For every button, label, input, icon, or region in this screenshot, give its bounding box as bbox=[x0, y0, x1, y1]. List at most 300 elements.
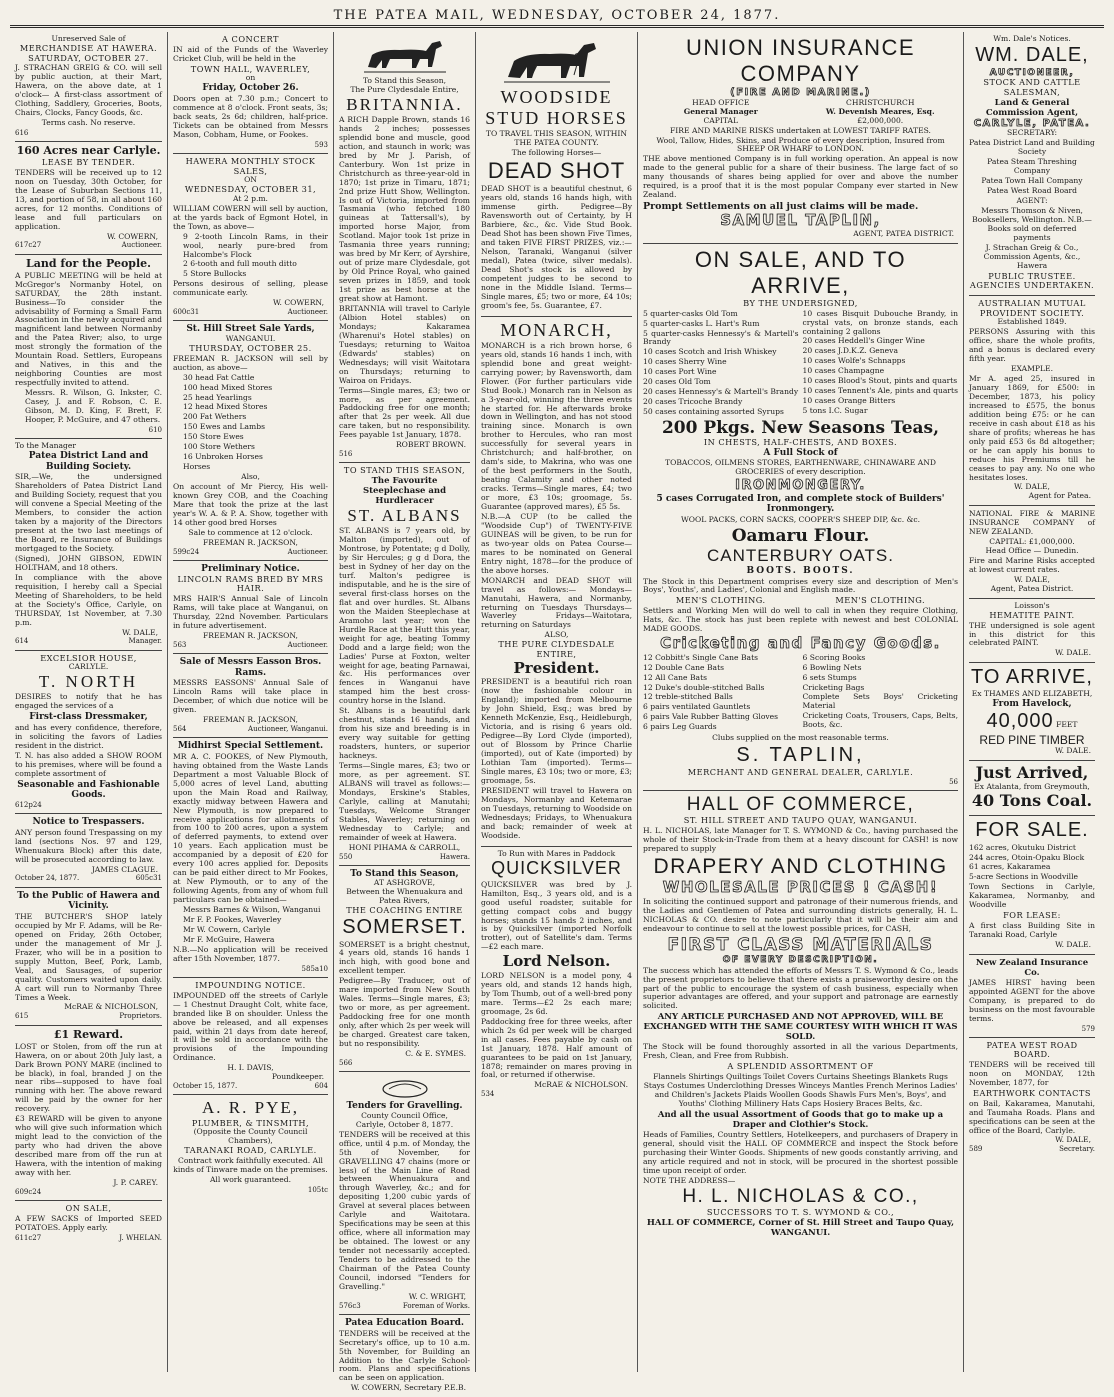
ad-mens-clothing-3: Settlers and Working Men will do well to call in when they require Clothing, Hats, &c. The stock has just been replete with newest and best COLONIAL MADE GOODS. bbox=[643, 606, 958, 634]
ad-role: Auctioneer. bbox=[287, 308, 328, 317]
list-item: 10 cases Tennent's Ale, pints and quarts bbox=[802, 386, 958, 396]
ad-on: ON bbox=[244, 175, 257, 185]
ad-stock: A Full Stock of bbox=[763, 447, 838, 458]
ad-role: Auctioneer. bbox=[287, 640, 328, 649]
ad-160-acres bbox=[15, 142, 162, 255]
ad-hawera-stock-sales bbox=[173, 154, 328, 322]
ad-teas-2: IN CHESTS, HALF-CHESTS, AND BOXES. bbox=[703, 437, 898, 448]
ad-title: UNION INSURANCE COMPANY bbox=[685, 35, 916, 86]
list-item: 6 pairs ventilated Gauntlets bbox=[643, 702, 751, 712]
ad-note: NOTE THE ADDRESS— bbox=[643, 1175, 736, 1185]
merchant-name: S. TAPLIN, bbox=[736, 744, 865, 767]
ad-feet: FEET bbox=[1056, 719, 1078, 729]
column-4 bbox=[476, 32, 638, 1372]
ad-title: AUSTRALIAN MUTUAL PROVIDENT SOCIETY. bbox=[978, 297, 1086, 318]
ad-title: Patea District Land and Building Society. bbox=[28, 451, 149, 472]
ad-success: The success which has attended the efforts of Messrs T. S. Wymond & Co., leads the present proprietors to believe that there exists a praiseworthy desire on the part of the public to encourage the system of cash business, especially when superior advantages are offered, and your support and patronage are earnestly solicited. bbox=[643, 965, 958, 1011]
list-item: 10 cases Orange Bitters bbox=[802, 396, 896, 406]
ad-role: Agent, Patea District. bbox=[990, 584, 1074, 593]
ad-signature: McRAE & NICHOLSON, bbox=[64, 1002, 158, 1012]
ad-desc: QUICKSILVER was bred by J. Hamilton, Esq., 3 years old, and is a good useful roadster, suitable for getting compact cobs and buggy horses; stands 15 hands 2 inches, and is by Quicksilver (imported Norfolk trotter), out of Satellite's dam. Terms—£2 each mare. bbox=[481, 879, 632, 952]
ad-ref: 579 bbox=[1081, 1024, 1095, 1033]
ad-subtitle: PLUMBER, & TINSMITH, bbox=[191, 1117, 310, 1128]
ad-body-3: Terms—Single mares, £3; two or more, as per agreement. Paddocking free for one month; after that 2s per week. All due care taken, but no responsibility. Fees payable 1st January, 1878. bbox=[339, 385, 470, 440]
ad-signature: C. & E. SYMES. bbox=[405, 1048, 466, 1058]
ad-body: JAMES HIRST having been appointed AGENT for the above Company, is prepared to do business on the most favourable terms. bbox=[969, 977, 1095, 1023]
ad-role: Proprietors. bbox=[119, 1012, 162, 1021]
ad-undertaken: AGENCIES UNDERTAKEN. bbox=[969, 280, 1095, 291]
ad-agent: AGENT: bbox=[1016, 196, 1048, 205]
list-item: 6 sets Stumps bbox=[802, 672, 857, 682]
list-item: 6 pairs Vale Rubber Batting Gloves bbox=[643, 712, 779, 722]
ad-title: ON SALE, AND TO ARRIVE, bbox=[694, 247, 907, 298]
ad-ref: 611c27 bbox=[15, 1233, 42, 1242]
ad-date: October 15, 1877. bbox=[173, 1082, 238, 1091]
ad-office: Head Office — Dunedin. bbox=[985, 546, 1079, 556]
ad-ref: 605c31 bbox=[135, 874, 162, 883]
ad-name: H. L. NICHOLAS & CO., bbox=[682, 1185, 919, 1207]
ad-bold-2: Seasonable and Fashionable Goods. bbox=[17, 779, 160, 801]
ad-signature: FREEMAN R. JACKSON, bbox=[203, 715, 298, 725]
list-item: 10 cases Champagne bbox=[802, 366, 885, 376]
ad-body: ANY person found Trespassing on my land (sections Nos. 97 and 129, Whenuakura Block) after this date, will be prosecuted according to law. bbox=[15, 827, 162, 864]
ad-travel-2: PRESIDENT will travel to Hawera on Mondays, Normanby and Ketemarae on Tuesdays, returning to Woodside on Wednesdays; Fridays, to Whenuakura and back; remainder of week at Woodside. bbox=[481, 785, 632, 840]
ad-body: TENDERS will be received at this office, until 4 p.m. of Monday, the 5th of November, for GRAVELLING 47 chains (more or less) of the Main Line of Road between Whenuakura and through Waverley, &c.; and for depositing 1,200 cubic yards of Gravel at several places between Carlyle and Waitotara. Specifications may be seen at this office, where all information may be obtained. The lowest or any tender not necessarily accepted. Tenders to be addressed to the Chairman of the Patea County Council, indorsed "Tenders for Gravelling." bbox=[339, 1129, 470, 1291]
ad-subtitle: (FIRE AND MARINE.) bbox=[730, 86, 871, 98]
ad-signed: (Signed), JOHN GIBSON, EDWIN HOLTHAM, and 18 others. bbox=[15, 553, 162, 572]
ad-title: New Zealand Insurance Co. bbox=[975, 957, 1089, 978]
agent-name: SAMUEL TAPLIN, bbox=[720, 211, 881, 230]
list-item: 20 cases J.D.K.Z. Geneva bbox=[802, 346, 898, 356]
list-item: 20 cases Heddell's Ginger Wine bbox=[802, 336, 925, 346]
list-item: 12 Double Cane Bats bbox=[643, 662, 725, 672]
ad-timber: RED PINE TIMBER bbox=[979, 733, 1085, 748]
ad-signature: ROBERT BROWN. bbox=[395, 440, 466, 450]
ad-role: Foreman of Works. bbox=[402, 1301, 470, 1310]
label-general-manager: General Manager bbox=[683, 106, 758, 116]
ad-first-class: FIRST CLASS MATERIALS bbox=[667, 934, 934, 955]
ad-body: THE above mentioned Company is in full working operation. An appeal is now made to the general public for a share of their business. The large fact of so many thousands of shares being applied for over and above the number required, is a proof that it is the most popular Company ever started in New Zealand. bbox=[643, 154, 958, 200]
ad-role: Poundkeeper. bbox=[271, 1072, 324, 1082]
ad-lease: FOR LEASE: bbox=[1003, 910, 1061, 921]
ad-a-r-pye bbox=[173, 1095, 328, 1197]
ad-ref: 566 bbox=[339, 1058, 353, 1067]
horse-icon bbox=[360, 37, 450, 75]
ad-body: TO TRAVEL THIS SEASON, WITHIN THE PATEA COUNTY. bbox=[485, 129, 628, 148]
ad-line-1: FIRE AND MARINE RISKS undertaken at LOWEST TARIFF RATES. bbox=[670, 125, 931, 135]
ad-head: To Run with Mares in Paddock bbox=[497, 848, 616, 858]
ad-hematite-paint bbox=[969, 599, 1095, 663]
ad-title: To the Public of Hawera and Vicinity. bbox=[17, 890, 160, 912]
ad-place: WANGANUI. bbox=[225, 334, 276, 344]
list-item: 61 acres, Kakaramea bbox=[969, 862, 1051, 872]
ad-role: Auctioneer. bbox=[121, 241, 162, 250]
list-item: 2 6-tooth and full mouth ditto bbox=[183, 259, 297, 269]
ad-subtitle: LINCOLN RAMS BRED BY MRS HAIR. bbox=[177, 573, 324, 594]
ad-ref: 56 bbox=[949, 777, 958, 786]
ad-ref: 615 bbox=[15, 1012, 29, 1021]
list-item: Town Sections in Carlyle, Kakaramea, Normanby, and Woodville bbox=[969, 882, 1095, 910]
ad-midhirst-settlement bbox=[173, 738, 328, 978]
ad-title: Patea Education Board. bbox=[344, 1318, 465, 1329]
ad-somerset bbox=[339, 866, 470, 1072]
ad-woodside-stud bbox=[481, 32, 632, 317]
ad-seed-potatoes bbox=[15, 1201, 162, 1246]
ad-signature: FREEMAN R. JACKSON, bbox=[203, 630, 298, 640]
ad-date: Friday, October 26. bbox=[202, 83, 299, 94]
ad-travel: MONARCH and DEAD SHOT will travel as follows:— Mondays—Manutahi, Hawera, and Normanby, returning on Tuesdays Thursdays—Waverley Fridays—Waitotara, returning on Saturdays bbox=[481, 575, 632, 630]
ad-boots: BOOTS. BOOTS. bbox=[746, 565, 855, 576]
list-item: 12 treble-stitched Balls bbox=[643, 692, 733, 702]
ad-head: Unreserved Sale of bbox=[51, 34, 126, 43]
ad-desc-2: PRESIDENT is a beautiful rich roan (now the fashionable colour in England); imported from Melbourne by John Shield, Esq.; was bred by Kenneth McKenzie, Esq., Heidleburgh, Victoria, and is rising 6 years old. Pedigree—By Lord Clyde (imported), out of Blossom by Prince Charlie (imported), out of Kate (imported) by Lothian Tam (imported). Terms—Single mares, £3 10s; two or more, £3; groomage, 5s. bbox=[481, 677, 632, 785]
ad-terms: Terms cash. No reserve. bbox=[41, 118, 136, 128]
ad-head: TO STAND THIS SEASON, bbox=[343, 465, 466, 476]
ad-nz-insurance bbox=[969, 955, 1095, 1038]
horse-name-president: President. bbox=[513, 658, 600, 677]
ad-body: THE BUTCHER'S SHOP lately occupied by Mr F. Adams, will be Re-opened on Friday, 26th October, under the management of Mr J. Frazer, who will be in a position to supply Mutton, Beef, Pork, Lamb, Veal, and Sausages, of superior quality. Customers waited upon daily. A cart will run to Normanby Three Times a Week. bbox=[15, 911, 162, 1002]
ad-ref: 576c3 bbox=[339, 1301, 361, 1310]
ad-date: October 24, 1877. bbox=[15, 874, 80, 883]
column-3 bbox=[334, 32, 476, 1393]
ad-date: Carlyle, October 8, 1877. bbox=[355, 1119, 454, 1129]
ad-body-2: Persons desirous of selling, please communicate early. bbox=[173, 279, 328, 298]
ad-place: CARLYLE, PATEA. bbox=[973, 117, 1091, 129]
ad-address: ST. HILL STREET AND TAUPO QUAY, WANGANUI. bbox=[683, 815, 918, 826]
ad-lincoln-rams bbox=[173, 561, 328, 654]
ad-title: BRITANNIA. bbox=[346, 94, 463, 114]
ad-role: AUCTIONEER, bbox=[989, 67, 1075, 78]
column-6 bbox=[964, 32, 1100, 1372]
horse-name-monarch: MONARCH, bbox=[500, 319, 613, 340]
ad-just-arrived-coal bbox=[969, 761, 1095, 816]
ad-title: A CONCERT bbox=[222, 34, 279, 44]
ad-goods: Flannels Shirtings Quiltings Toilet Covers Curtains Sheetings Blankets Rugs Stays Costumes Underclothing Dresses Winceys Mantles French Merinos Ladies' and Children's Jackets Plaids Woollen Goods Shawls Furs Men's, Boys', and Youths' Clothing Millinery Hats Caps Hosiery Braces Belts, &c. bbox=[643, 1072, 958, 1108]
ad-ref: 614 bbox=[15, 637, 29, 646]
ad-body: THE undersigned is sole agent in this district for this celebrated PAINT. bbox=[969, 620, 1095, 648]
ad-title-2: STUD HORSES bbox=[485, 108, 628, 129]
list-item: 25 head Yearlings bbox=[183, 392, 252, 402]
ad-ref: 612p24 bbox=[15, 800, 42, 809]
ad-from: From Havelock, bbox=[992, 698, 1072, 709]
list-item: Patea District Land and Building Society bbox=[969, 138, 1095, 157]
ad-role: Hawera. bbox=[439, 852, 470, 861]
ad-body-2: on Bail, Kakaramea, Manutahi, and Taumaha Roads. Plans and specifications can be seen at the office of the Board, Carlyle. bbox=[969, 1098, 1095, 1135]
ad-place: CARLYLE. bbox=[68, 662, 109, 672]
ad-line: STOCK AND CATTLE SALESMAN, bbox=[983, 77, 1081, 97]
ad-date: SATURDAY, OCTOBER 27. bbox=[28, 52, 149, 63]
ad-place: AT ASHGROVE, bbox=[373, 878, 436, 888]
ad-subtitle: Ex THAMES AND ELIZABETH, bbox=[971, 688, 1093, 698]
goods-list-left bbox=[643, 309, 799, 418]
ad-signature: W. DALE, bbox=[122, 627, 158, 637]
ad-quicksilver bbox=[481, 847, 632, 1103]
ad-ref: 516 bbox=[339, 450, 353, 459]
ad-body: Fire and Marine Risks accepted at lowest current rates. bbox=[969, 556, 1095, 575]
ad-body-3: T. N. has also added a SHOW ROOM to his premises, where will be found a complete assortment of bbox=[15, 750, 162, 778]
list-item: Complete Sets Boys' Cricketing Material bbox=[802, 692, 958, 711]
secretary-list bbox=[969, 139, 1095, 196]
ad-title: FOR SALE. bbox=[975, 818, 1089, 841]
horses-icon bbox=[502, 37, 612, 85]
ad-agents: Messrs Thomson & Niven, Booksellers, Wellington. N.B.—Books sold on deferred payments bbox=[972, 205, 1092, 242]
value-capital: £2,000,000. bbox=[857, 115, 904, 125]
label-capital: CAPITAL bbox=[703, 115, 739, 125]
ad-date: WEDNESDAY, OCTOBER 31, bbox=[184, 184, 317, 195]
list-item: Patea Town Hall Company bbox=[981, 176, 1083, 186]
ad-trespassers bbox=[15, 814, 162, 888]
ad-hall-of-commerce bbox=[643, 791, 958, 1242]
ad-also: Also, bbox=[241, 472, 260, 482]
label-head-office: HEAD OFFICE bbox=[692, 97, 750, 107]
list-item: 20 cases Old Tom bbox=[643, 377, 711, 387]
ad-lease-2: A first class Building Site in Taranaki Road, Carlyle bbox=[969, 920, 1095, 939]
list-item: 30 head Fat Cattle bbox=[183, 372, 255, 382]
ad-title: WM. DALE, bbox=[975, 43, 1089, 66]
ad-for-sale-land bbox=[969, 816, 1095, 955]
ad-body-2: and has every confidence, therefore, in soliciting the favors of Ladies resident in the district. bbox=[15, 722, 162, 750]
ad-role: Auctioneer, Wanganui. bbox=[248, 724, 328, 733]
ad-successors: SUCCESSORS TO T. S. WYMOND & CO., bbox=[706, 1206, 895, 1217]
merchant-role: MERCHANT AND GENERAL DEALER, CARLYLE. bbox=[687, 766, 914, 777]
ad-t-north bbox=[15, 651, 162, 814]
ad-body-2: On account of Mr Piercy, His well-known Grey COB, and the Coaching Mare that took the prize at the last year's W. A. & P. A. Show, together with 14 other good bred Horses bbox=[173, 482, 328, 527]
ad-bold: First-class Dressmaker, bbox=[29, 712, 148, 723]
ad-title: A. R. PYE, bbox=[202, 1098, 299, 1118]
ad-title: HALL OF COMMERCE, bbox=[686, 793, 915, 815]
ad-title: SOMERSET. bbox=[342, 915, 467, 938]
ad-signature: JAMES CLAGUE. bbox=[91, 864, 158, 874]
ad-clubs: Clubs supplied on the most reasonable terms. bbox=[712, 733, 889, 743]
ad-signature: J. WHELAN. bbox=[119, 1233, 162, 1242]
ad-ref: 600c31 bbox=[173, 308, 200, 317]
ad-signature: W. DALE, bbox=[1055, 1135, 1091, 1145]
ad-signature: W. COWERN, bbox=[107, 231, 158, 241]
ad-ref: 616 bbox=[15, 128, 29, 137]
for-sale-list bbox=[969, 844, 1095, 911]
list-item: 162 acres, Okutuku District bbox=[969, 842, 1076, 852]
ad-signature: W. COWERN, bbox=[273, 298, 324, 308]
ad-head: To Stand this Season, bbox=[350, 868, 459, 879]
column-1 bbox=[10, 32, 168, 1372]
ad-on: on bbox=[245, 73, 256, 83]
ad-impounding bbox=[173, 978, 328, 1095]
ad-trustee: PUBLIC TRUSTEE. bbox=[988, 270, 1076, 281]
ad-desc: MONARCH is a rich brown horse, 6 years old, stands 16 hands 1 inch, with splendid bone and great weight-carrying power; by Ravensworth, dam Flower. (For further particulars vide Stud Book.) Monarch ran in Nelson as a 3-year-old, winning the three events he started for. He afterwards broke down in Wellington, and has not stood training since. Monarch is own brother to Hercules, who ran most successfully for several years in Christchurch; and half-brother, on dam's side, to Makrina, who was one of the best performers in the South, beating Calamity and other noted cracks. Terms—Single mares, £4; two or more, £3 10s; groomage, 5s. Guarantee (approved mares), £5 5s. bbox=[481, 340, 632, 512]
list-item: 12 All Cane Bats bbox=[643, 672, 708, 682]
ad-role: Secretary. bbox=[1059, 1145, 1095, 1154]
list-item: 20 cases Hennessy's & Martell's Brandy bbox=[643, 387, 799, 397]
ad-ref: 589 bbox=[969, 1145, 983, 1154]
ad-land-for-people bbox=[15, 255, 162, 439]
ad-on-sale-taplin bbox=[643, 244, 958, 791]
list-item: Horses bbox=[183, 462, 211, 472]
ad-easson-rams bbox=[173, 654, 328, 738]
ad-by: BY THE UNDERSIGNED, bbox=[743, 297, 858, 308]
ad-patea-west-road-board bbox=[969, 1038, 1095, 1158]
ad-pad: Paddocking free for three weeks, after which 2s 6d per week will be charged in all cases. Fees payable by cash on 1st January, 1878. Half amount of guarantees to be paid on 1st January, 1878; remainder on mares proving in foal, or returned if otherwise. bbox=[481, 1016, 632, 1080]
ad-signature: W. DALE. bbox=[1055, 648, 1091, 658]
ad-body: FREEMAN R. JACKSON will sell by auction, as above— bbox=[173, 353, 328, 372]
ad-role: Manager. bbox=[128, 637, 162, 646]
ad-butchers-shop bbox=[15, 888, 162, 1026]
ad-title: TO ARRIVE, bbox=[971, 666, 1093, 689]
ad-signature: W. DALE. bbox=[1055, 939, 1091, 949]
ad-corner: HALL OF COMMERCE, Corner of St. Hill Street and Taupo Quay, WANGANUI. bbox=[646, 1217, 955, 1238]
ad-ref: 534 bbox=[481, 1090, 495, 1099]
ad-line-2: Land & General Commission Agent, bbox=[985, 97, 1079, 118]
ad-reward bbox=[15, 1026, 162, 1201]
ad-desc: DEAD SHOT is a beautiful chestnut, 6 years old, stands 16 hands high, with immense girth. Pedigree—By Ravensworth out of Certainty, by H Barbiere, &c., &c. Vide Stud Book. Dead Shot has been shown Five Times, and taken FIVE FIRST PRIZES, viz.:—Nelson, Taranaki, Wanganui (silver medal), Patea (twice, silver medals). Dead Shot's stock is allowed by competent judges to be second to none in the Middle Island. Terms—Single mares, £5; two or more, £4 10s; groom's fee, 5s. Guarantee, £7. bbox=[481, 184, 632, 310]
ad-title: WOODSIDE bbox=[500, 87, 613, 107]
ad-title: HEMATITE PAINT. bbox=[989, 609, 1075, 620]
list-item: 16 Unbroken Horses bbox=[183, 452, 263, 462]
ad-title: NATIONAL FIRE & MARINE INSURANCE COMPANY of NEW ZEALAND. bbox=[969, 509, 1095, 537]
ad-ref: 593 bbox=[314, 140, 328, 149]
ad-body: Contract work faithfully executed. All kinds of Tinware made on the premises. bbox=[173, 1155, 328, 1174]
ad-line-2: Wool, Tallow, Hides, Skins, and Produce of every description, Insured from SHEEP OR WHARF to LONDON. bbox=[656, 135, 945, 154]
ad-between: Between the Whenuakura and Patea Rivers, bbox=[346, 887, 463, 906]
list-item: 5 Store Bullocks bbox=[183, 269, 247, 279]
list-item: Cricketing Bags bbox=[802, 682, 865, 692]
ad-ref: 604 bbox=[314, 1082, 328, 1091]
ad-amp-society bbox=[969, 296, 1095, 506]
ad-body: MR A. C. FOOKES, of New Plymouth, having obtained from the Waste Lands Department a most Valuable Block of 5,000 acres of level Land, abutting upon the Main Road and Railway, exactly midway between Hawera and New Plymouth, is now prepared to receive applications for allotments of from 100 to 200 acres, upon a system of deferred payments, to extend over 10 years. Each application must be accompanied by a deposit of £20 for every 100 acres applied for. Deposits can be paid either direct to Mr Fookes, at New Plymouth, or to any of the following Agents, from any of whom full particulars can be obtained— bbox=[173, 751, 328, 905]
goods-list-right bbox=[803, 309, 959, 418]
list-item: 10 cases Bisquit Dubouche Brandy, in crystal vats, on bronze stands, each containing 2 gallons bbox=[802, 308, 958, 336]
ad-head: Wm. Dale's Notices. bbox=[993, 34, 1071, 43]
ad-signature: H. I. DAVIS, bbox=[227, 1063, 274, 1073]
ad-body-2: Mr A. aged 25, insured in January 1869, for £500: in December, 1873, his policy increased to £575, the bonus addition being £75: or he can receive in cash about £18 as his share of profits; whereas he has only paid £53 6s 8d altogether; or he can apply his bonus to reduce his Premiums till he ceases to pay any. No one who hesitates loses. bbox=[969, 374, 1095, 482]
ad-usual: And all the usual Assortment of Goods that go to make up a Draper and Clothier's Stock. bbox=[657, 1109, 944, 1130]
ad-items bbox=[173, 233, 328, 280]
ad-place: TARANAKI ROAD, CARLYLE. bbox=[184, 1145, 317, 1156]
list-item: 150 Store Ewes bbox=[183, 432, 244, 442]
ad-body: TENDERS will be received up to 12 noon on Tuesday, 30th October, for the Lease of Suburban Sections 11, 13, and portion of 58, in all about 160 acres, for 12 months. Conditions of lease and full particulars on application. bbox=[15, 167, 162, 231]
ad-body: PERSONS Assuring with this office, share the whole profits, and a bonus is declared every fifth year. bbox=[969, 327, 1095, 364]
ad-ref: 105tc bbox=[307, 1185, 328, 1194]
list-item: 10 cases Sherry Wine bbox=[643, 357, 727, 367]
ad-note: N.B.—No application will be received after 15th November, 1877. bbox=[173, 944, 328, 963]
ad-big: DRAPERY AND CLOTHING bbox=[653, 854, 948, 878]
list-item: 10 cases Blood's Stout, pints and quarts bbox=[802, 376, 958, 386]
ad-ref: 585a10 bbox=[301, 964, 328, 973]
ad-body: ST. ALBANS is 7 years old, by Malton (imported), out of Montrose, by Potentate; g d Dolly, by Sir Hercules; g g d Dora, the best in Sydney of her day on the turf. Malton's pedigree is indisputable, and he is the sire of several first-class horses on the flat and over hurdles. St. Albans won the Maiden Steeplechase at Aramoho last year; won the Hurdle Race at the Hutt this year, weight for age, beating Tommy Dodd and a large field; won the Ladies' Purse at Foxton, welter weight for age, beating Parnawai, &c. His performances over fences in Wanganui have stamped him the best cross-country horse in the Island. bbox=[339, 526, 470, 706]
ad-bold: Prompt Settlements on all just claims will be made. bbox=[643, 201, 919, 213]
ad-subtitle: LEASE BY TENDER. bbox=[41, 157, 136, 168]
list-item: 5 quarter-casks Old Tom bbox=[643, 308, 738, 318]
list-item: 10 cases Port Wine bbox=[643, 367, 717, 377]
ad-time: At 2 p.m. bbox=[233, 193, 268, 203]
ad-office: County Council Office, bbox=[361, 1110, 448, 1120]
ad-heads: Heads of Families, Country Settlers, Hotelkeepers, and purchasers of Drapery in general, should visit the HALL OF COMMERCE and inspect the Stock before purchasing their Winter Goods. Shipments of new goods constantly arriving, and any article required and not in stock, will be procured in the shortest possible time upon receipt of order. bbox=[643, 1129, 958, 1175]
ad-tenders-gravelling bbox=[339, 1072, 470, 1315]
ad-stock-2: TOBACCOS, OILMENS STORES, EARTHENWARE, CHINAWARE AND GROCERIES of every description. bbox=[665, 458, 936, 477]
ad-ref: 550 bbox=[339, 852, 353, 861]
ad-mens-clothing-1: MEN'S CLOTHING. bbox=[675, 595, 766, 606]
ad-capital: CAPITAL: £1,000,000. bbox=[989, 537, 1075, 547]
ad-concert bbox=[173, 32, 328, 154]
ad-subtitle: EARTHWORK CONTACTS bbox=[973, 1088, 1091, 1098]
list-item: 244 acres, Otoin-Opaku Block bbox=[969, 852, 1085, 862]
ad-ref: 610 bbox=[148, 425, 162, 434]
ad-body: DESIRES to notify that he has engaged the services of a bbox=[15, 692, 162, 711]
ad-monarch bbox=[481, 317, 632, 847]
ad-title: PATEA WEST ROAD BOARD. bbox=[986, 1039, 1078, 1060]
ad-title: Tenders for Gravelling. bbox=[346, 1101, 463, 1112]
list-item: Patea West Road Board bbox=[986, 186, 1078, 196]
masthead-rule bbox=[10, 25, 1104, 28]
ad-title: Just Arrived, bbox=[975, 763, 1089, 783]
ad-wholesale: WHOLESALE PRICES ! CASH! bbox=[662, 878, 939, 897]
ad-big: 40,000 bbox=[986, 709, 1054, 732]
ad-title: £1 Reward. bbox=[53, 1027, 124, 1041]
list-item: Mr W. Cowern, Carlyle bbox=[183, 924, 271, 934]
ad-note: (Opposite the County Council Chambers), bbox=[193, 1127, 308, 1146]
ad-body-2: £3 REWARD will be given to anyone who will give such information which might lead to the conviction of the party who had driven the above described mare from off the run at Hawera, with the intention of making away with her. bbox=[15, 1114, 162, 1177]
ad-britannia bbox=[339, 32, 470, 463]
ad-building-society bbox=[15, 439, 162, 651]
ad-body: SOMERSET is a bright chestnut, 4 years old, stands 16 hands 1 inch high, with good bone and excellent temper. bbox=[339, 939, 470, 976]
list-item: 10 cases Scotch and Irish Whiskey bbox=[643, 347, 777, 357]
ad-iron-2: 5 cases Corrugated Iron, and complete stock of Builders' Ironmongery. bbox=[656, 493, 945, 515]
ad-body: MRS HAIR'S Annual Sale of Lincoln Rams, will take place at Wanganui, on Thursday, 22nd November. Particulars in future advertisement. bbox=[173, 593, 328, 630]
list-item: Cricketing Coats, Trousers, Caps, Belts, Boots, &c. bbox=[802, 711, 958, 730]
list-item: 20 cases Tricoche Brandy bbox=[643, 397, 743, 407]
ad-ref: 609c24 bbox=[15, 1187, 42, 1196]
ad-names: Messrs. R. Wilson, G. Inkster, C. Casey, J. and F. Robson, C. E. Gibson, M. D. King, F. Brett, F. Hooper, P. McGuire, and 47 others. bbox=[25, 388, 162, 424]
ad-wm-dale bbox=[969, 32, 1095, 296]
ad-ref: 563 bbox=[173, 640, 187, 649]
ad-signature: W. COWERN, Secretary P.E.B. bbox=[350, 1383, 466, 1393]
list-item: 5 quarter-casks L. Hart's Rum bbox=[643, 318, 760, 328]
ad-head: Loisson's bbox=[1014, 600, 1050, 610]
list-item: 9 2-tooth Lincoln Rams, in their wool, nearly pure-bred from Halcombe's Flock bbox=[183, 231, 328, 259]
list-item: Patea Steam Threshing Company bbox=[987, 157, 1077, 176]
ad-title: Land for the People. bbox=[26, 256, 151, 270]
list-item: 5 quarter-casks Hennessy's & Martell's Brandy bbox=[643, 328, 799, 347]
ad-body: A RICH Dapple Brown, stands 16 hands 2 inches; possesses splendid bone and muscle, good action, and staunch in work; was bred by Mr J. Parish, of Canterbury. Won 1st prize in Christchurch as three-year-old in 1870; 1st prize in Timaru, 1871; 2nd prize Hutt Show, Wellington. Is out of Victoria, imported from Tasmania (who fetched 180 guineas at Tattersall's), by imported horse Major, from Scotland. Major took 1st prize in Tasmania three years running; was bred by Mr Kerr, of Ayrshire, out of prize mare Clydesdale, got by Old Prince Royal, who gained seven prizes in 1859, and took 1st prize as best horse at the great show at Hamont. bbox=[339, 114, 470, 304]
list-item: 50 cases containing assorted Syrups bbox=[643, 407, 784, 417]
ad-body: SIR,—We, the undersigned Shareholders of Patea District Land and Building Society, request that you will convene a Special Meeting of the Members, to consider the action taken by a majority of the Directors present at the two last meetings of the Board, re Insurance of Buildings mortgaged to the Society. bbox=[15, 472, 163, 553]
ad-agents-2: J. Strachan Greig & Co., Commission Agents, &c., Hawera bbox=[983, 242, 1081, 270]
ad-body-2: Pedigree—By Traducer, out of mare imported from New South Wales. Terms—Single mares, £3; two or more, as per agreement. Paddocking free for one month only, after which 2s per week will be charged. Greatest care taken, but no responsibility. bbox=[339, 976, 470, 1049]
ad-signature: W. DALE. bbox=[1055, 746, 1091, 756]
ad-title: Midhirst Special Settlement. bbox=[177, 741, 324, 752]
ad-body-2: Doors open at 7.30 p.m.; Concert to commence at 8 o'clock. Front seats, 3s; back seats, 2s 6d; children, half-price. Tickets can be obtained from Messrs Mason, Cobham, Hume, or Fookes. bbox=[173, 93, 328, 139]
list-item: 100 head Mixed Stores bbox=[183, 382, 273, 392]
ad-title: MERCHANDISE AT HAWERA. bbox=[19, 42, 158, 53]
ad-st-albans bbox=[339, 463, 470, 865]
ad-body: J. STRACHAN GREIG & CO. will sell by public auction, at their Mart, Hawera, on the above date, at 1 o'clock— A first-class assortment of Clothing, Saddlery, Groceries, Boots, Chairs, Clocks, Fancy Goods, &c. bbox=[15, 63, 162, 118]
ad-date: THURSDAY, OCTOBER 25. bbox=[189, 343, 312, 354]
cricket-list-left bbox=[643, 653, 799, 734]
list-item: 6 Bowling Nets bbox=[802, 662, 862, 672]
ad-title: Preliminary Notice. bbox=[201, 564, 300, 575]
ad-body-2: St. Albans is a beautiful dark chestnut, stands 16 hands, and from his size and breeding is in every way suitable for getting roadsters, hunters, or superior hackneys. bbox=[339, 706, 470, 761]
ad-signature: W. C. WRIGHT, bbox=[408, 1291, 466, 1301]
ad-hall: TOWN HALL, WAVERLEY, bbox=[190, 63, 311, 74]
value-general-manager: W. Devenish Meares, Esq. bbox=[825, 106, 935, 116]
cricket-list-right bbox=[803, 653, 959, 734]
ad-example: EXAMPLE. bbox=[1010, 364, 1054, 374]
ad-subtitle: The following Horses— bbox=[511, 148, 602, 158]
list-item: 10 cases Wolfe's Schnapps bbox=[802, 356, 906, 366]
ad-agents bbox=[173, 906, 328, 945]
ad-role: Auctioneer. bbox=[287, 547, 328, 556]
ad-national-fire bbox=[969, 506, 1095, 599]
ad-head: To Stand this Season, bbox=[362, 76, 447, 85]
